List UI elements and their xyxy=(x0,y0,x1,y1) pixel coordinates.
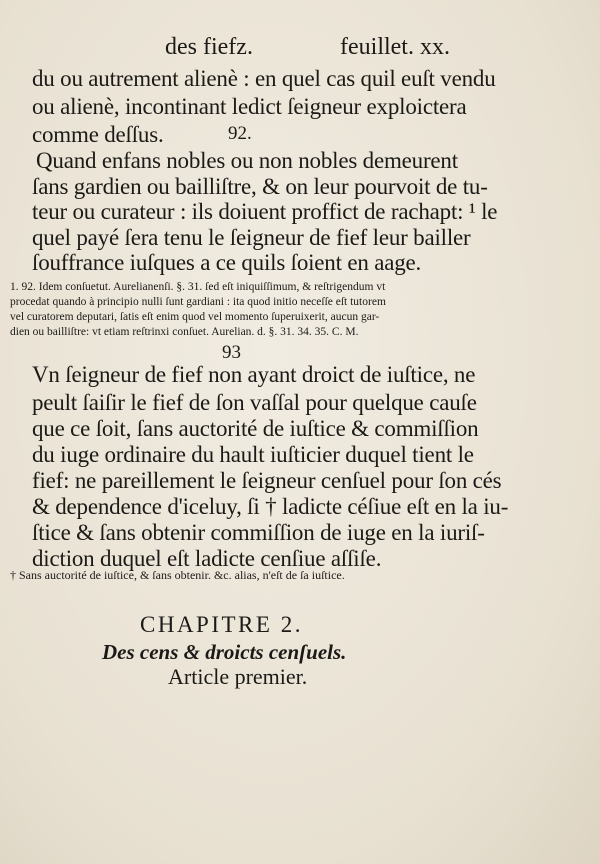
text-line: diction duquel eſt ladicte cenſiue aſſiſe. xyxy=(32,546,382,571)
marginal-note-line: procedat quando à principio nulli ſunt gardiani : ita quod initio neceſſe eſt tutorem xyxy=(10,296,386,308)
article-number: 93 xyxy=(222,342,241,363)
text-line: Quand enfans nobles ou non nobles demeurent xyxy=(36,148,458,173)
text-line: du ou autrement alienè : en quel cas quil euſt vendu xyxy=(32,66,496,91)
marginal-note-line: 1. 92. Idem conſuetut. Aurelianenſi. §. 31. ſed eſt iniquiſſimum, & reſtrigendum vt xyxy=(10,281,386,293)
text-line: peult ſaiſir le fief de ſon vaſſal pour quelque cauſe xyxy=(32,390,477,415)
text-line: fief: ne pareillement le ſeigneur cenſuel pour ſon cés xyxy=(32,468,502,493)
text-line: & dependence d'iceluy, ſi † ladicte céſiue eſt en la iu- xyxy=(32,494,509,519)
chapter-heading: CHAPITRE 2. xyxy=(140,612,303,637)
marginal-note-line: dien ou bailliſtre: vt etiam reſtrinxi conſuet. Aurelian. d. §. 31. 34. 35. C. M. xyxy=(10,326,359,338)
marginal-note-line: † Sans auctorité de iuſtice, & ſans obtenir. &c. alias, n'eſt de ſa iuſtice. xyxy=(10,568,345,582)
text-line: Vn ſeigneur de fief non ayant droict de iuſtice, ne xyxy=(32,362,476,387)
text-line: ou alienè, incontinant ledict ſeigneur exploictera xyxy=(32,94,467,119)
article-number: 92. xyxy=(228,123,252,144)
text-line: du iuge ordinaire du hault iuſticier duquel tient le xyxy=(32,442,474,467)
marginal-note-line: vel curatorem deputari, ſatis eſt enim quod vel momento ſuperuixerit, aucun gar- xyxy=(10,311,380,323)
text-line: ſtice & ſans obtenir commiſſion de iuge en la iuriſ- xyxy=(32,520,485,545)
text-line: quel payé ſera tenu le ſeigneur de fief leur bailler xyxy=(32,225,471,250)
chapter-title: Des cens & droicts cenſuels. xyxy=(102,640,347,664)
text-line: teur ou curateur : ils doiuent proffict de rachapt: ¹ le xyxy=(32,199,498,224)
text-line: comme deſſus. xyxy=(32,122,164,147)
text-line: que ce ſoit, ſans auctorité de iuſtice & commiſſion xyxy=(32,416,479,441)
text-line: ſans gardien ou bailliſtre, & on leur pourvoit de tu- xyxy=(32,174,488,199)
folio-number: feuillet. xx. xyxy=(340,34,450,60)
text-line: ſouffrance iuſques a ce quils ſoient en aage. xyxy=(32,250,422,275)
article-heading: Article premier. xyxy=(168,664,308,689)
running-head-left: des fiefz. xyxy=(165,34,253,60)
